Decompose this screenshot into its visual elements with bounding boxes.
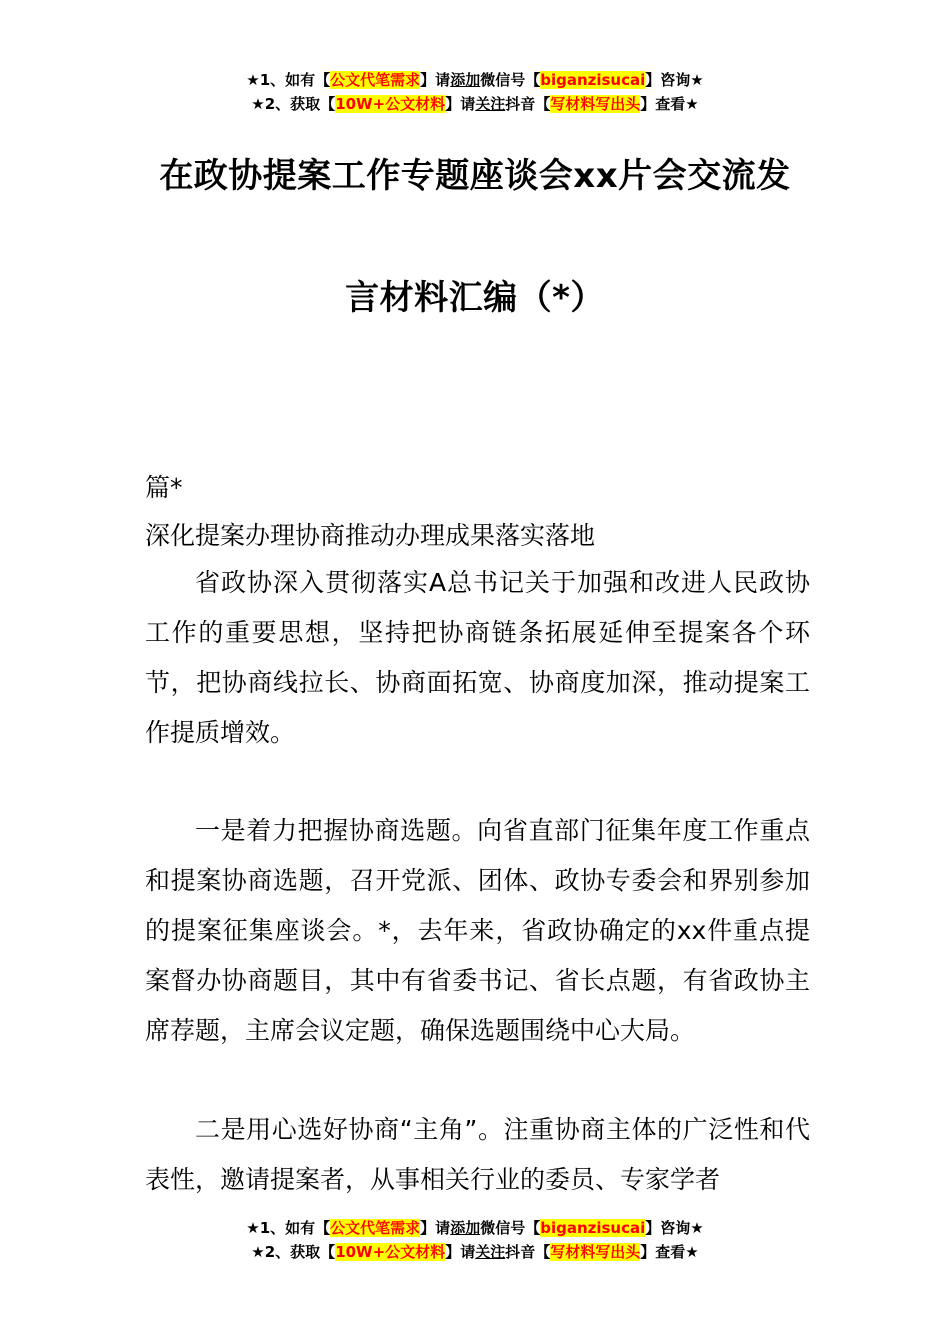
section-subtitle: 深化提案办理协商推动办理成果落实落地 — [145, 521, 596, 550]
paragraph-point-2: 二是用心选好协商“主角”。注重协商主体的广泛性和代表性，邀请提案者，从事相关行业的委员、专家学者 — [145, 1115, 810, 1194]
highlight-service: 公文代笔需求 — [330, 1219, 421, 1237]
paragraph-intro: 省政协深入贯彻落实A总书记关于加强和改进人民政协工作的重要思想，坚持把协商链条拓展延伸至提案各个环节，把协商线拉长、协商面拓宽、协商度加深，推动提案工作提质增效。 — [145, 568, 810, 747]
notice-line-2: ★2、获取【10W+公文材料】请关注抖音【写材料写出头】查看★ — [251, 95, 699, 113]
notice-line-1: ★1、如有【公文代笔需求】请添加微信号【biganzisucai】咨询★ — [246, 71, 704, 89]
highlight-wechat-id: biganzisucai — [540, 1219, 646, 1237]
document-title-line-2: 言材料汇编（*） — [345, 278, 605, 318]
highlight-materials: 10W+公文材料 — [335, 1243, 446, 1261]
highlight-douyin: 写材料写出头 — [550, 95, 641, 113]
section-mark: 篇* — [145, 473, 183, 502]
highlight-materials: 10W+公文材料 — [335, 95, 446, 113]
notice-line-1: ★1、如有【公文代笔需求】请添加微信号【biganzisucai】咨询★ — [246, 1219, 704, 1237]
notice-line-2: ★2、获取【10W+公文材料】请关注抖音【写材料写出头】查看★ — [251, 1243, 699, 1261]
footer-notice — [0, 1216, 950, 1264]
paragraph-point-1: 一是着力把握协商选题。向省直部门征集年度工作重点和提案协商选题，召开党派、团体、政协专委会和界别参加的提案征集座谈会。*，去年来，省政协确定的xx件重点提案督办协商题目，其中有省委书记、省长点题，有省政协主席荐题，主席会议定题，确保选题围绕中心大局。 — [145, 816, 810, 1045]
highlight-douyin: 写材料写出头 — [550, 1243, 641, 1261]
highlight-service: 公文代笔需求 — [330, 71, 421, 89]
document-title-line-1: 在政协提案工作专题座谈会xx片会交流发 — [159, 156, 791, 196]
highlight-wechat-id: biganzisucai — [540, 71, 646, 89]
header-notice — [0, 68, 950, 116]
